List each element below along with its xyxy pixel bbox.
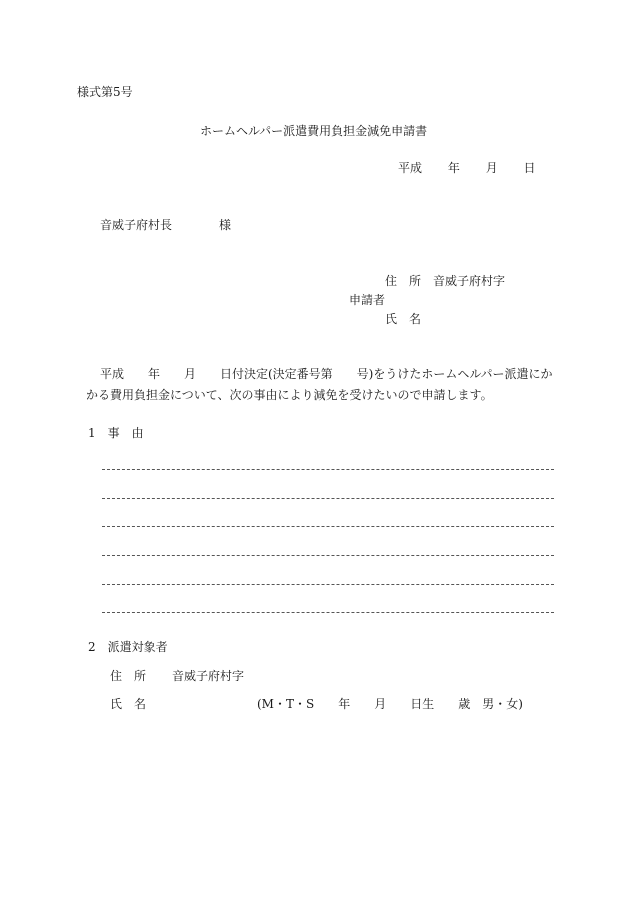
body-paragraph <box>86 364 556 406</box>
applicant-address-label: 住 所 <box>385 274 422 288</box>
form-number: 様式第5号 <box>77 85 133 99</box>
applicant-address-value: 音威子府村字 <box>433 274 506 288</box>
date-day-label: 日 <box>523 161 536 175</box>
reason-line-5 <box>102 584 554 585</box>
date-line <box>398 162 536 174</box>
date-year-label: 年 <box>447 161 460 175</box>
target-birth-detail: (M・T・S 年 月 日生 歳 男・女) <box>257 697 523 711</box>
body-line-2: かる費用負担金について、次の事由により減免を受けたいので申請します。 <box>86 388 493 402</box>
section2-heading: 2 派遣対象者 <box>88 640 168 654</box>
reason-line-2 <box>102 498 554 499</box>
target-address-label: 住 所 <box>110 669 147 683</box>
document-title: ホームヘルパー派遣費用負担金減免申請書 <box>200 124 428 138</box>
body-line-1: 平成 年 月 日付決定(決定番号第 号)をうけたホームヘルパー派遣にか <box>100 367 553 381</box>
addressee-name: 音威子府村長 <box>100 218 173 232</box>
addressee-honorific: 様 <box>219 218 232 232</box>
target-address-value: 音威子府村字 <box>172 669 245 683</box>
reason-line-1 <box>102 469 554 470</box>
section1-heading: 1 事 由 <box>88 426 144 440</box>
reason-line-3 <box>102 526 554 527</box>
date-month-label: 月 <box>485 161 498 175</box>
reason-line-4 <box>102 555 554 556</box>
target-name-label: 氏 名 <box>110 697 147 711</box>
applicant-name-label: 氏 名 <box>385 312 422 326</box>
applicant-label: 申請者 <box>349 293 386 307</box>
reason-line-6 <box>102 612 554 613</box>
date-era: 平成 <box>398 161 423 175</box>
